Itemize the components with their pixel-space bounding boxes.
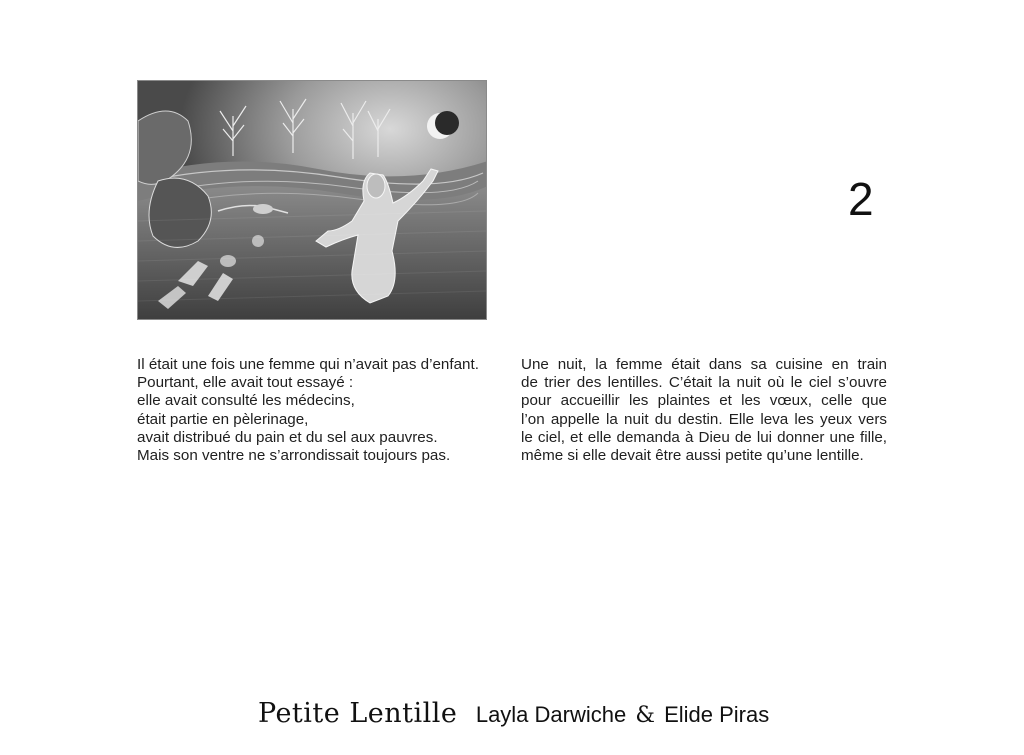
text-line: le ciel, et elle demanda à Dieu de lui donner une fille,: [521, 428, 887, 446]
text-line: avait distribué du pain et du sel aux pauvres.: [137, 428, 438, 446]
ampersand: &: [635, 703, 655, 728]
story-illustration: [137, 80, 487, 320]
text-line: l’on appelle la nuit du destin. Elle leva les yeux vers: [521, 410, 887, 428]
text-line: Pourtant, elle avait tout essayé :: [137, 374, 354, 392]
story-text-left: [137, 356, 505, 465]
book-footer: [258, 698, 769, 738]
illustration-drawing: [138, 81, 487, 320]
text-line: pour accueillir les plaintes et les vœux, celle que: [521, 392, 887, 410]
text-line: elle avait consulté les médecins,: [137, 392, 355, 410]
book-title: Petite Lentille: [258, 698, 458, 729]
text-line: Une nuit, la femme était dans sa cuisine en train: [521, 356, 887, 373]
text-line: Il était une fois une femme qui n’avait pas d’enfant.: [137, 356, 479, 373]
text-line: était partie en pèlerinage,: [137, 410, 309, 428]
page-number: 2: [848, 173, 874, 225]
book-authors: [476, 702, 769, 727]
text-line: même si elle devait être aussi petite qu’une lentille.: [521, 447, 864, 465]
text-line: de trier des lentilles. C’était la nuit où le ciel s’ouvre: [521, 374, 887, 392]
author-name: Layla Darwiche: [475, 702, 627, 727]
author-name: Elide Piras: [664, 702, 770, 727]
text-line: Mais son ventre ne s’arrondissait toujours pas.: [137, 447, 451, 465]
story-text-right: [521, 356, 887, 465]
